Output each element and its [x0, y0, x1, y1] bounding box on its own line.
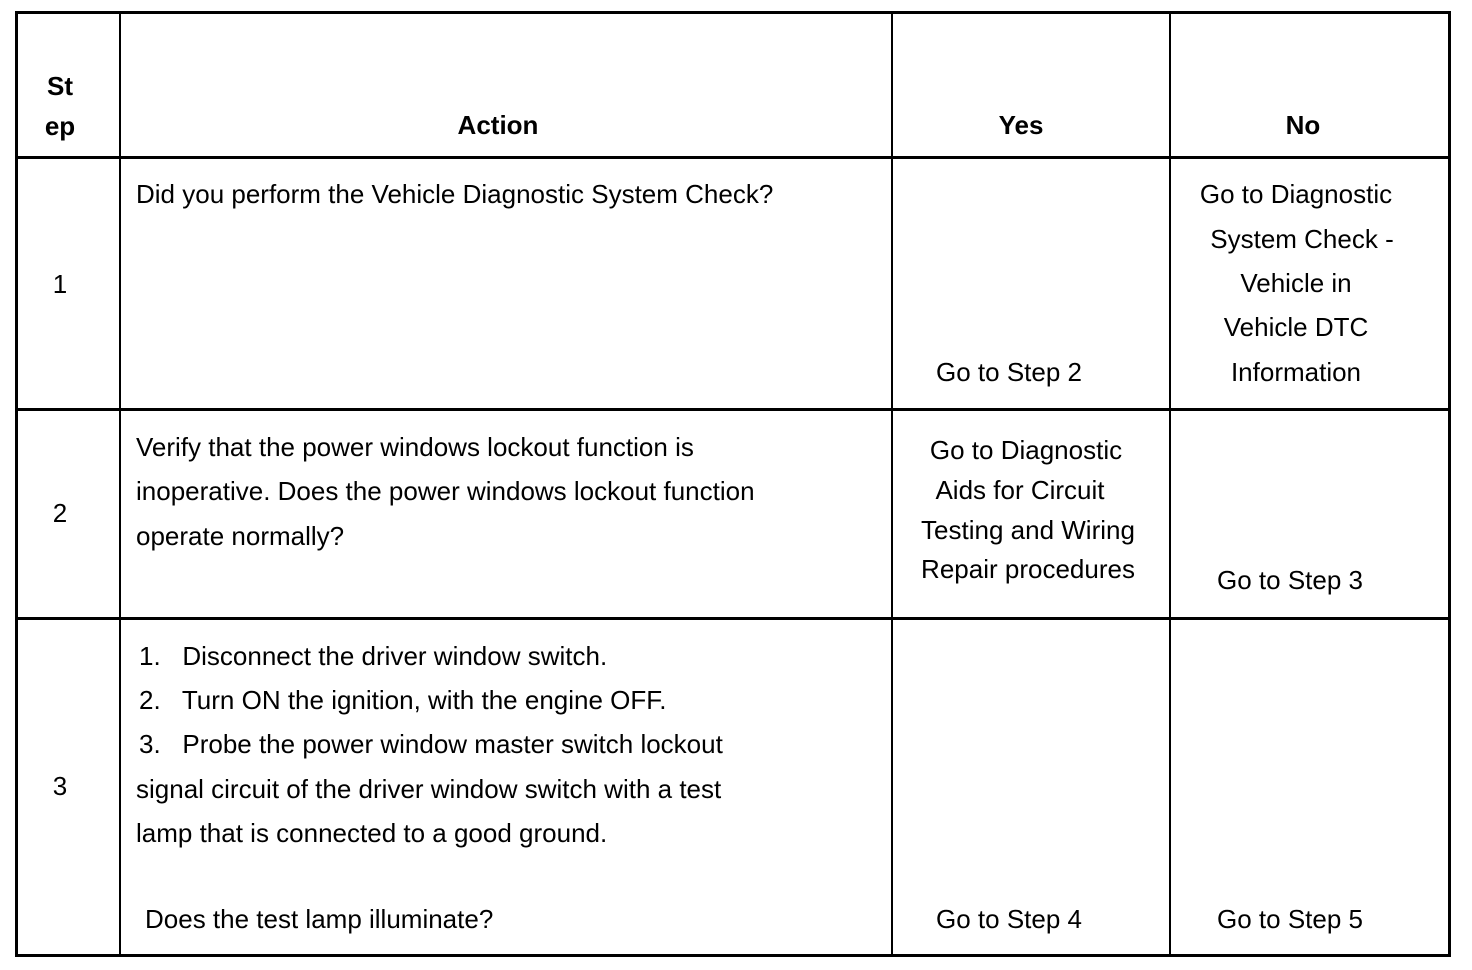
row-1-no-line: System Check - — [1210, 224, 1394, 254]
row-2-action-line: operate normally? — [136, 521, 345, 551]
row-1-yes: Go to Step 2 — [936, 357, 1082, 387]
row-1-no-line: Vehicle DTC — [1223, 312, 1369, 342]
row-3-no: Go to Step 5 — [1217, 904, 1363, 934]
row-divider — [18, 156, 1448, 159]
col-divider — [119, 14, 121, 954]
row-3-action-line: signal circuit of the driver window switch with a test — [136, 774, 722, 804]
header-yes: Yes — [998, 110, 1044, 140]
header-step-line1: St — [47, 71, 73, 101]
row-1-action: Did you perform the Vehicle Diagnostic System Check? — [136, 179, 774, 209]
row-3-question: Does the test lamp illuminate? — [145, 904, 494, 934]
row-1-no-line: Information — [1230, 357, 1362, 387]
row-2-yes-line: Aids for Circuit — [935, 475, 1105, 505]
row-divider — [18, 408, 1448, 411]
header-step-line2: ep — [44, 111, 76, 141]
row-2-yes-line: Repair procedures — [921, 554, 1135, 584]
row-2-step: 2 — [52, 498, 68, 528]
row-3-action-line: 2. Turn ON the ignition, with the engine OFF. — [139, 685, 667, 715]
row-2-action-line: Verify that the power windows lockout function is — [136, 432, 694, 462]
row-2-yes-line: Go to Diagnostic — [929, 435, 1123, 465]
row-1-step: 1 — [52, 269, 68, 299]
row-1-no-line: Vehicle in — [1240, 268, 1352, 298]
col-divider — [1169, 14, 1171, 954]
row-2-action-line: inoperative. Does the power windows lockout function — [136, 476, 755, 506]
row-3-yes: Go to Step 4 — [936, 904, 1082, 934]
row-2-yes-line: Testing and Wiring — [921, 515, 1135, 545]
row-divider — [18, 617, 1448, 620]
row-3-action-line: 1. Disconnect the driver window switch. — [139, 641, 608, 671]
header-action: Action — [457, 110, 539, 140]
row-2-no: Go to Step 3 — [1217, 565, 1363, 595]
header-no: No — [1285, 110, 1321, 140]
row-3-step: 3 — [52, 771, 68, 801]
row-3-action-line: lamp that is connected to a good ground. — [136, 818, 608, 848]
row-3-action-line: 3. Probe the power window master switch lockout — [139, 729, 723, 759]
row-1-no-line: Go to Diagnostic — [1199, 179, 1393, 209]
